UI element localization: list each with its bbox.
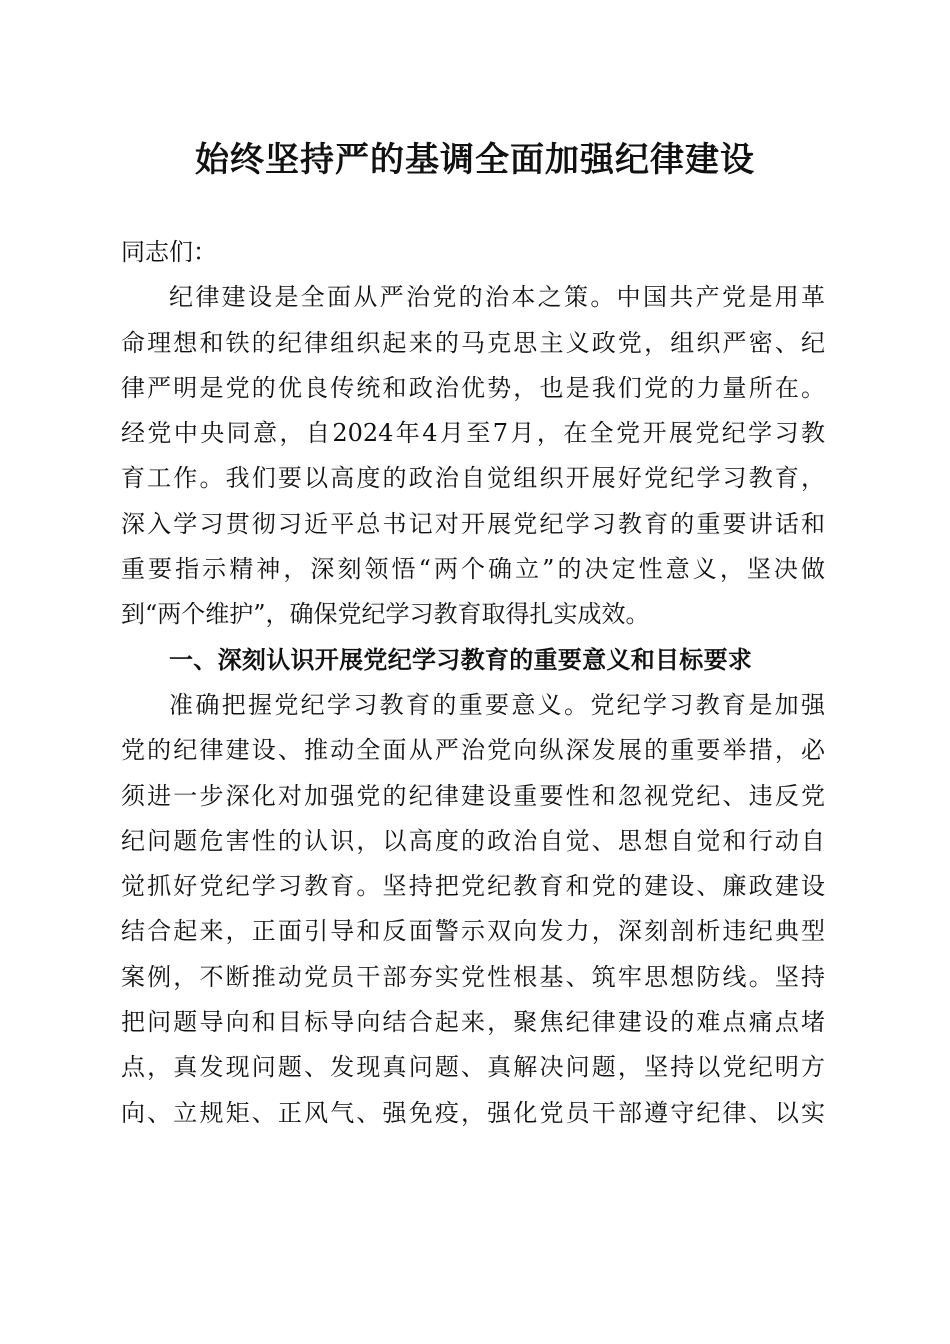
paragraph-2	[121, 683, 825, 1136]
salutation: 同志们：	[121, 238, 217, 266]
paragraph-line: 党的纪律建设、推动全面从严治党向纵深发展的重要举措，必	[121, 736, 825, 765]
paragraph-line: 到“两个维护”，确保党纪学习教育取得扎实成效。	[121, 600, 650, 629]
paragraph-line: 深入学习贯彻习近平总书记对开展党纪学习教育的重要讲话和	[121, 509, 825, 538]
document-body	[121, 230, 825, 1136]
paragraph-line: 准确把握党纪学习教育的重要意义。党纪学习教育是加强	[169, 690, 825, 719]
paragraph-line: 经党中央同意，自2024年4月至7月，在全党开展党纪学习教	[121, 419, 825, 448]
paragraph-line: 须进一步深化对加强党的纪律建设重要性和忽视党纪、违反党	[121, 781, 825, 810]
paragraph-line: 律严明是党的优良传统和政治优势，也是我们党的力量所在。	[121, 373, 825, 402]
paragraph-line: 育工作。我们要以高度的政治自觉组织开展好党纪学习教育，	[121, 464, 825, 493]
paragraph-line: 命理想和铁的纪律组织起来的马克思主义政党，组织严密、纪	[121, 328, 825, 357]
paragraph-line: 结合起来，正面引导和反面警示双向发力，深刻剖析违纪典型	[121, 917, 825, 946]
paragraph-line: 点，真发现问题、发现真问题、真解决问题，坚持以党纪明方	[121, 1053, 825, 1082]
paragraph-line: 向、立规矩、正风气、强免疫，强化党员干部遵守纪律、以实	[121, 1098, 825, 1127]
paragraph-line: 纪律建设是全面从严治党的治本之策。中国共产党是用革	[169, 283, 825, 312]
paragraph-line: 觉抓好党纪学习教育。坚持把党纪教育和党的建设、廉政建设	[121, 872, 825, 901]
document-title: 始终坚持严的基调全面加强纪律建设	[195, 140, 755, 180]
paragraph-line: 案例，不断推动党员干部夯实党性根基、筑牢思想防线。坚持	[121, 962, 825, 991]
paragraph-line: 重要指示精神，深刻领悟“两个确立”的决定性意义，坚决做	[121, 555, 825, 584]
paragraph-1	[121, 275, 825, 637]
paragraph-line: 把问题导向和目标导向结合起来，聚焦纪律建设的难点痛点堵	[121, 1008, 825, 1037]
paragraph-line: 纪问题危害性的认识，以高度的政治自觉、思想自觉和行动自	[121, 826, 825, 855]
section-heading: 一、深刻认识开展党纪学习教育的重要意义和目标要求	[169, 645, 753, 674]
